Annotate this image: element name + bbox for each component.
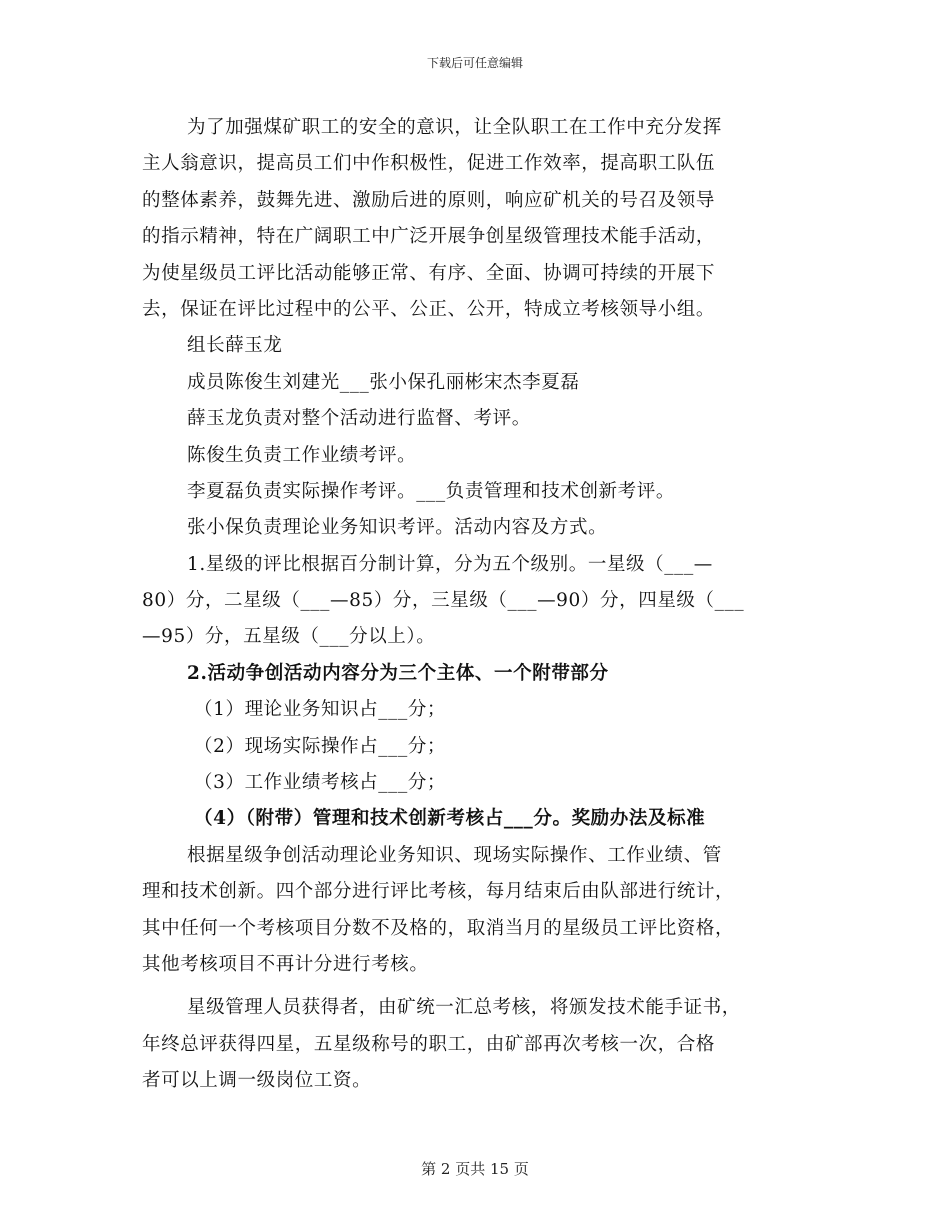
document-body (142, 110, 812, 1100)
star-levels-line: 1.星级的评比根据百分制计算，分为五个级别。一星级（___— (187, 553, 713, 575)
paragraph-line: 为了加强煤矿职工的安全的意识，让全队职工在工作中充分发挥 (187, 117, 722, 138)
team-members: 成员陈俊生刘建光___张小保孔丽彬宋杰李夏磊 (187, 371, 580, 393)
team-leader: 组长薛玉龙 (187, 335, 283, 357)
paragraph-line: 的指示精神，特在广阔职工中广泛开展争创星级管理技术能手活动， (142, 226, 716, 248)
paragraph-line: 根据星级争创活动理论业务知识、现场实际操作、工作业绩、管 (187, 844, 722, 866)
duty-line: 薛玉龙负责对整个活动进行监督、考评。 (187, 408, 531, 430)
paragraph-line: 理和技术创新。四个部分进行评比考核，每月结束后由队部进行统计， (142, 881, 735, 903)
paragraph-line: 其他考核项目不再计分进行考核。 (142, 953, 429, 975)
paragraph-line: 年终总评获得四星，五星级称号的职工，由矿部再次考核一次，合格 (142, 1033, 716, 1055)
list-item: （3）工作业绩考核占___分； (194, 772, 447, 794)
duty-line: 张小保负责理论业务知识考评。活动内容及方式。 (187, 517, 608, 539)
paragraph-line: 去，保证在评比过程中的公平、公正、公开，特成立考核领导小组。 (142, 298, 716, 320)
paragraph-line: 其中任何一个考核项目分数不及格的，取消当月的星级员工评比资格， (142, 917, 735, 939)
paragraph-line: 星级管理人员获得者，由矿统一汇总考核，将颁发技术能手证书， (187, 997, 741, 1019)
page-footer: 第 2 页共 15 页 (421, 1160, 529, 1178)
section-heading: （4）（附带）管理和技术创新考核占___分。奖励办法及标准 (194, 808, 706, 830)
page-header: 下载后可任意编辑 (426, 56, 523, 70)
paragraph-line: 为使星级员工评比活动能够正常、有序、全面、协调可持续的开展下 (142, 262, 716, 284)
paragraph-line: 者可以上调一级岗位工资。 (142, 1070, 372, 1092)
star-levels-line: —95）分，五星级（___分以上）。 (142, 626, 436, 648)
star-levels-line: 80）分，二星级（___—85）分，三星级（___—90）分，四星级（___ (142, 590, 745, 612)
duty-line: 陈俊生负责工作业绩考评。 (187, 444, 417, 466)
list-item: （1）理论业务知识占___分； (194, 699, 447, 721)
paragraph-line: 主人翁意识，提高员工们中作积极性，促进工作效率，提高职工队伍 (142, 153, 716, 175)
duty-line: 李夏磊负责实际操作考评。___负责管理和技术创新考评。 (187, 480, 675, 502)
list-item: （2）现场实际操作占___分； (194, 735, 447, 757)
section-heading: 2.活动争创活动内容分为三个主体、一个附带部分 (187, 662, 609, 684)
paragraph-line: 的整体素养，鼓舞先进、激励后进的原则，响应矿机关的号召及领导 (142, 189, 716, 211)
